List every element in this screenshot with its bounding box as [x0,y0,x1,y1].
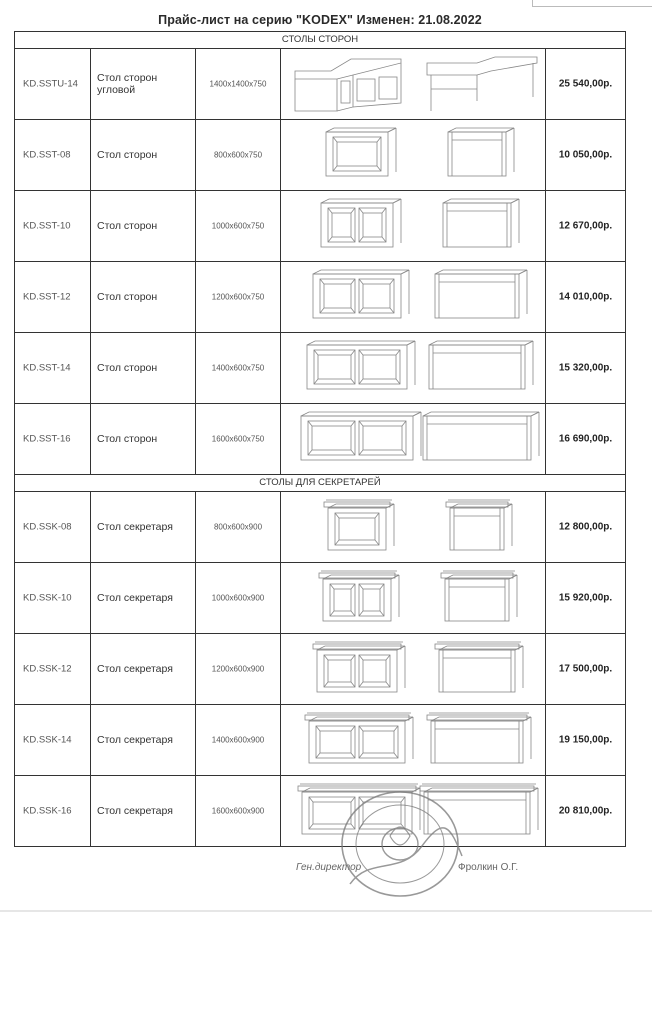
product-code: KD.SST-10 [23,220,71,232]
furniture-drawing [281,262,545,332]
product-size-cell [196,191,281,261]
product-price-cell [546,492,627,562]
product-name-cell [91,120,196,190]
furniture-drawing [281,120,545,190]
table-row [14,491,626,562]
product-price: 25 540,00р. [558,78,613,90]
product-size-cell [196,404,281,474]
product-drawing [281,333,546,403]
product-code-cell [15,634,91,704]
furniture-drawing [281,404,545,474]
scan-corner-mark [532,0,652,7]
product-name: Стол сторон [97,220,158,232]
product-price: 19 150,00р. [558,734,613,746]
product-price: 12 670,00р. [558,220,613,232]
product-price: 16 690,00р. [558,433,613,445]
product-size-cell [196,563,281,633]
product-drawing [281,191,546,261]
signature-label: Ген.директор [296,862,362,873]
product-code-cell [15,404,91,474]
product-price-cell [546,705,627,775]
product-name: Стол сторон [97,433,158,445]
product-drawing [281,634,546,704]
product-name-cell [91,49,196,119]
product-name: Стол секретаря [97,805,173,817]
product-price: 10 050,00р. [558,149,613,161]
product-price-cell [546,120,627,190]
product-size-cell [196,333,281,403]
product-size-cell [196,492,281,562]
product-name: Стол сторон [97,362,158,374]
product-drawing [281,120,546,190]
product-size: 1600x600x900 [211,806,265,816]
furniture-drawing [281,333,545,403]
product-price-cell [546,776,627,846]
product-drawing [281,262,546,332]
product-code: KD.SST-08 [23,149,71,161]
product-code: KD.SST-16 [23,433,71,445]
product-name: Стол сторон угловой [97,72,158,96]
product-size-cell [196,120,281,190]
table-row [14,633,626,704]
product-price-cell [546,404,627,474]
section-heading-secretary-desks: СТОЛЫ ДЛЯ СЕКРЕТАРЕЙ [14,474,626,491]
product-name: Стол секретаря [97,592,173,604]
product-size: 1000x600x900 [211,593,265,603]
product-price: 14 010,00р. [558,291,613,303]
furniture-drawing [281,492,545,562]
furniture-drawing [281,563,545,633]
table-row [14,261,626,332]
product-size: 1600x600x750 [211,434,265,444]
table-row [14,562,626,633]
product-price: 15 920,00р. [558,592,613,604]
product-name-cell [91,404,196,474]
product-name: Стол секретаря [97,734,173,746]
product-price: 12 800,00р. [558,521,613,533]
product-name-cell [91,191,196,261]
product-code-cell [15,262,91,332]
price-table [14,31,626,847]
furniture-drawing [281,49,545,119]
product-price-cell [546,333,627,403]
product-size-cell [196,634,281,704]
signature-name: Фролкин О.Г. [458,862,519,873]
page-title: Прайс-лист на серию "KODEX" Изменен: 21.08.2022 [158,13,482,27]
product-code: KD.SSTU-14 [23,78,78,90]
scan-edge [0,910,652,912]
table-row [14,775,626,847]
product-code-cell [15,191,91,261]
product-size: 1400x600x900 [211,735,265,745]
table-row [14,119,626,190]
product-price-cell [546,563,627,633]
product-price-cell [546,49,627,119]
furniture-drawing [281,191,545,261]
product-code-cell [15,120,91,190]
product-price: 15 320,00р. [558,362,613,374]
product-size-cell [196,705,281,775]
product-name-cell [91,634,196,704]
product-code: KD.SSK-16 [23,805,72,817]
furniture-drawing [281,705,545,775]
company-stamp [330,786,470,906]
product-name-cell [91,262,196,332]
product-code-cell [15,49,91,119]
table-row [14,190,626,261]
product-price: 20 810,00р. [558,805,613,817]
product-price-cell [546,634,627,704]
product-size: 1000x600x750 [211,221,265,231]
product-size-cell [196,262,281,332]
product-code-cell [15,333,91,403]
product-name-cell [91,705,196,775]
product-size: 1400x1400x750 [209,79,267,89]
table-row [14,48,626,119]
product-code: KD.SSK-08 [23,521,72,533]
product-name-cell [91,333,196,403]
product-name: Стол секретаря [97,521,173,533]
product-code: KD.SST-14 [23,362,71,374]
product-name-cell [91,563,196,633]
product-price-cell [546,262,627,332]
product-size-cell [196,49,281,119]
product-name: Стол сторон [97,149,158,161]
product-drawing [281,705,546,775]
product-size-cell [196,776,281,846]
table-row [14,704,626,775]
product-name: Стол сторон [97,291,158,303]
product-code-cell [15,492,91,562]
product-name: Стол секретаря [97,663,173,675]
product-name-cell [91,492,196,562]
product-price-cell [546,191,627,261]
product-size: 1400x600x750 [211,363,265,373]
furniture-drawing [281,634,545,704]
product-drawing [281,563,546,633]
product-code: KD.SSK-12 [23,663,72,675]
product-price: 17 500,00р. [558,663,613,675]
product-code: KD.SST-12 [23,291,71,303]
product-name-cell [91,776,196,846]
product-size: 1200x600x900 [211,664,265,674]
product-size: 800x600x900 [213,522,263,532]
table-row [14,403,626,474]
product-code-cell [15,563,91,633]
section-heading-side-tables: СТОЛЫ СТОРОН [14,31,626,48]
product-code: KD.SSK-10 [23,592,72,604]
product-drawing [281,49,546,119]
product-code-cell [15,705,91,775]
product-code: KD.SSK-14 [23,734,72,746]
table-row [14,332,626,403]
product-drawing [281,492,546,562]
product-size: 800x600x750 [213,150,263,160]
product-code-cell [15,776,91,846]
product-size: 1200x600x750 [211,292,265,302]
product-drawing [281,404,546,474]
